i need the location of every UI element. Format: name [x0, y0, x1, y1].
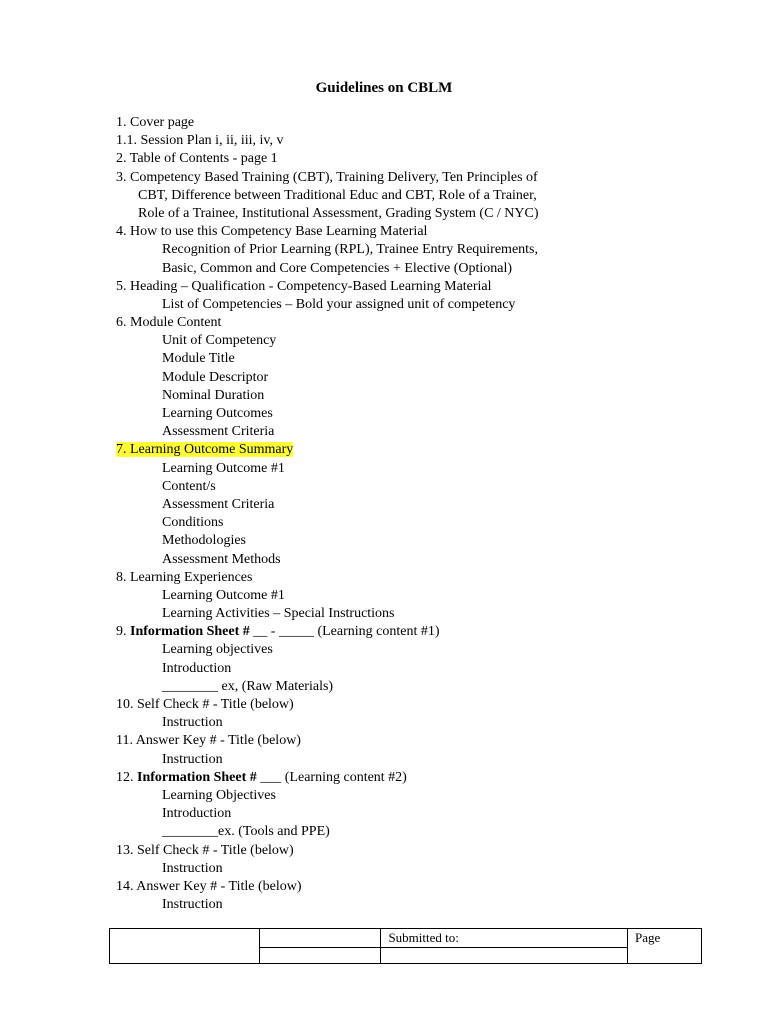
- list-item: [116, 223, 676, 241]
- list-item-text: 14. Answer Key # - Title (below): [116, 878, 302, 894]
- list-item-text: Learning Objectives: [162, 787, 276, 803]
- list-item: [116, 660, 676, 678]
- list-item: [116, 387, 676, 405]
- list-item: [116, 842, 676, 860]
- list-item-text: Nominal Duration: [162, 387, 265, 403]
- list-item: [116, 496, 676, 514]
- page-label: Page: [628, 929, 702, 964]
- list-item: [116, 860, 676, 878]
- list-item: [116, 241, 676, 259]
- list-item-text: 13. Self Check # - Title (below): [116, 842, 294, 858]
- list-item-number: 12.: [116, 769, 137, 785]
- list-item: [116, 641, 676, 659]
- list-item-text: __ - _____ (Learning content #1): [249, 624, 440, 640]
- list-item-text: Instruction: [162, 860, 223, 876]
- list-item-text: Instruction: [162, 715, 223, 731]
- footer-cell-blank: [259, 929, 381, 948]
- list-item: [116, 896, 676, 914]
- list-item: [116, 732, 676, 750]
- list-item-bold-label: Information Sheet #: [137, 769, 257, 785]
- list-item: [116, 369, 676, 387]
- list-item-text: Module Title: [162, 351, 235, 367]
- list-item: [116, 714, 676, 732]
- list-item-text: 5. Heading – Qualification - Competency-Based Learning Material: [116, 278, 492, 294]
- list-item: [116, 478, 676, 496]
- list-item: [116, 296, 676, 314]
- list-item: [116, 205, 676, 223]
- list-item: [116, 532, 676, 550]
- list-item: [116, 823, 676, 841]
- list-item-text: ________ex. (Tools and PPE): [162, 824, 330, 840]
- list-item-text: Assessment Methods: [162, 551, 281, 567]
- list-item-text: ___ (Learning content #2): [256, 769, 407, 785]
- list-item-text: Unit of Competency: [162, 333, 277, 349]
- list-item-text: Content/s: [162, 478, 216, 494]
- footer-table: [109, 928, 702, 964]
- list-item-text: 2. Table of Contents - page 1: [116, 151, 278, 167]
- list-item-text: Instruction: [162, 751, 223, 767]
- list-item: [116, 696, 676, 714]
- list-item: [116, 169, 676, 187]
- list-item-text: Assessment Criteria: [162, 424, 275, 440]
- list-item: [116, 332, 676, 350]
- list-item-text: Module Descriptor: [162, 369, 269, 385]
- list-item-text: Learning Outcomes: [162, 406, 273, 421]
- list-item-text: 1.1. Session Plan i, ii, iii, iv, v: [116, 133, 284, 149]
- list-item: [116, 423, 676, 441]
- list-item: [116, 878, 676, 896]
- list-item: [116, 751, 676, 769]
- list-item-text: 6. Module Content: [116, 315, 222, 331]
- submitted-to-label: Submitted to:: [381, 929, 628, 948]
- list-item: [116, 514, 676, 532]
- list-item-text: 3. Competency Based Training (CBT), Training Delivery, Ten Principles of: [116, 169, 538, 185]
- list-item: [116, 769, 676, 787]
- list-item-text: Introduction: [162, 806, 232, 822]
- list-item-text: Role of a Trainee, Institutional Assessment, Grading System (C / NYC): [138, 205, 539, 221]
- guideline-list: [116, 114, 676, 914]
- list-item: [116, 441, 676, 459]
- list-item-text: Methodologies: [162, 533, 246, 549]
- list-item: [116, 132, 676, 150]
- list-item-text: 8. Learning Experiences: [116, 569, 253, 585]
- footer-cell-blank: [381, 948, 628, 964]
- list-item-text: Learning objectives: [162, 642, 273, 658]
- list-item: [116, 350, 676, 368]
- footer-cell-blank: [259, 948, 381, 964]
- list-item: [116, 587, 676, 605]
- list-item: [116, 551, 676, 569]
- list-item: [116, 805, 676, 823]
- list-item-text: Learning Outcome #1: [162, 587, 285, 603]
- list-item-text: 7. Learning Outcome Summary: [116, 442, 294, 458]
- list-item-text: Instruction: [162, 897, 223, 913]
- list-item: [116, 787, 676, 805]
- list-item: [116, 314, 676, 332]
- list-item: [116, 114, 676, 132]
- list-item-text: CBT, Difference between Traditional Educ and CBT, Role of a Trainer,: [138, 187, 537, 203]
- list-item: [116, 605, 676, 623]
- list-item-text: ________ ex, (Raw Materials): [162, 678, 334, 694]
- document-title: Guidelines on CBLM: [315, 80, 453, 96]
- list-item: [116, 187, 676, 205]
- list-item-text: Learning Outcome #1: [162, 460, 285, 476]
- list-item-text: Recognition of Prior Learning (RPL), Trainee Entry Requirements,: [162, 242, 538, 258]
- list-item-text: Assessment Criteria: [162, 496, 275, 512]
- list-item: [116, 150, 676, 168]
- list-item-text: 1. Cover page: [116, 115, 195, 130]
- list-item-text: Introduction: [162, 660, 232, 676]
- list-item: [116, 278, 676, 296]
- list-item: [116, 460, 676, 478]
- list-item-bold-label: Information Sheet #: [130, 624, 250, 640]
- list-item-text: List of Competencies – Bold your assigned unit of competency: [162, 296, 516, 312]
- footer-cell-blank: [110, 929, 260, 964]
- list-item: [116, 678, 676, 696]
- list-item: [116, 260, 676, 278]
- list-item-text: Learning Activities – Special Instructions: [162, 606, 395, 622]
- list-item-text: 10. Self Check # - Title (below): [116, 697, 294, 712]
- list-item: [116, 569, 676, 587]
- list-item-text: Conditions: [162, 515, 224, 531]
- list-item-text: 4. How to use this Competency Base Learning Material: [116, 224, 428, 240]
- list-item: [116, 623, 676, 641]
- list-item-text: 11. Answer Key # - Title (below): [116, 733, 301, 749]
- list-item: [116, 405, 676, 423]
- list-item-text: Basic, Common and Core Competencies + Elective (Optional): [162, 260, 513, 276]
- list-item-number: 9.: [116, 624, 130, 640]
